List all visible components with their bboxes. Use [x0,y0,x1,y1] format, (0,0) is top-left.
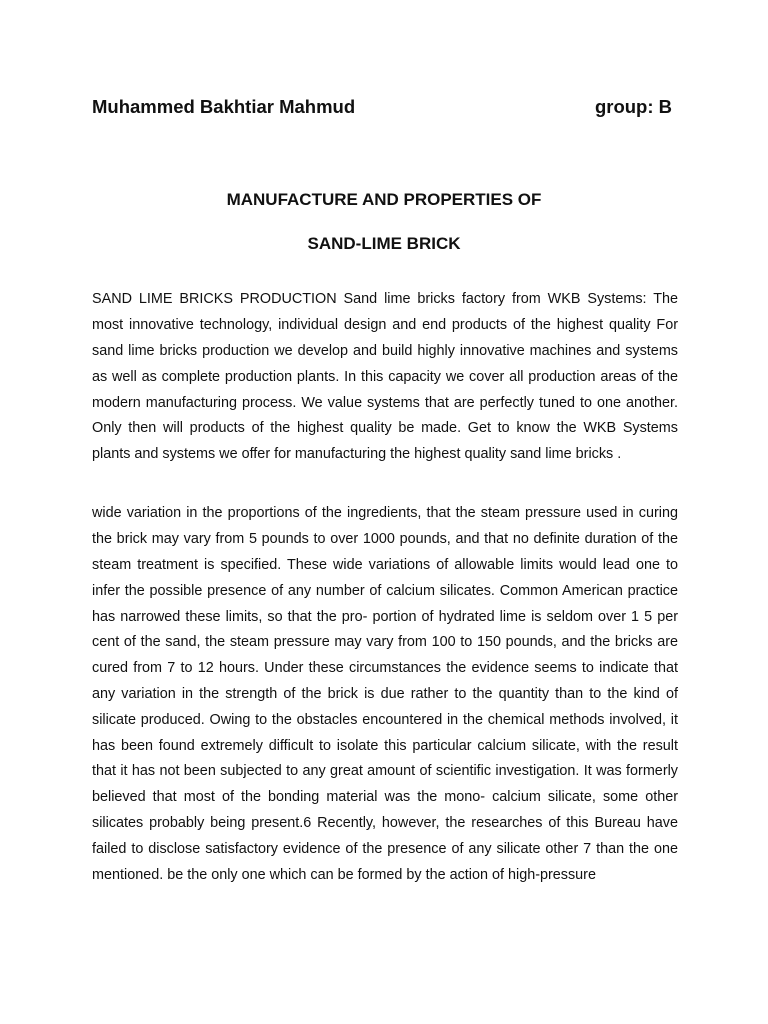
document-header [92,96,678,124]
group-label: group: B [594,96,672,117]
document-title-line-2: SAND-LIME BRICK [307,234,461,253]
paragraph-variation: wide variation in the proportions of the ingredients, that the steam pressure used in curing the brick may vary from 5 pounds to over 1000 pounds, and that no definite duration of the steam treatment is specified. These wide variations of allowable limits would lead one to infer the possible presence of any number of calcium silicates. Common American practice has narrowed these limits, so that the pro- portion of hydrated lime is seldom over 1 5 per cent of the sand, the steam pressure may vary from 100 to 150 pounds, and the bricks are cured from 7 to 12 hours. Under these circumstances the evidence seems to indicate that any variation in the strength of the brick is due rather to the quantity than to the kind of silicate produced. Owing to the obstacles encountered in the chemical methods involved, it has been found extremely difficult to isolate this particular calcium silicate, with the result that it has not been subjected to any great amount of scientific investigation. It was formerly believed that most of the bonding material was the mono- calcium silicate, some other silicates probably being present.6 Recently, however, the researches of this Bureau have failed to disclose satisfactory evidence of the presence of any silicate other 7 than the one mentioned. be the only one which can be formed by the action of high-pressure [92,505,678,883]
author-name: Muhammed Bakhtiar Mahmud [92,96,356,117]
document-title-line-1: MANUFACTURE AND PROPERTIES OF [226,190,542,209]
paragraph-production: SAND LIME BRICKS PRODUCTION Sand lime bricks factory from WKB Systems: The most innovative technology, individual design and end products of the highest quality For sand lime bricks production we develop and build highly innovative machines and systems as well as complete production plants. In this capacity we cover all production areas of the modern manufacturing process. We value systems that are perfectly tuned to one another. Only then will products of the highest quality be made. Get to know the WKB Systems plants and systems we offer for manufacturing the highest quality sand lime bricks . [92,291,678,463]
